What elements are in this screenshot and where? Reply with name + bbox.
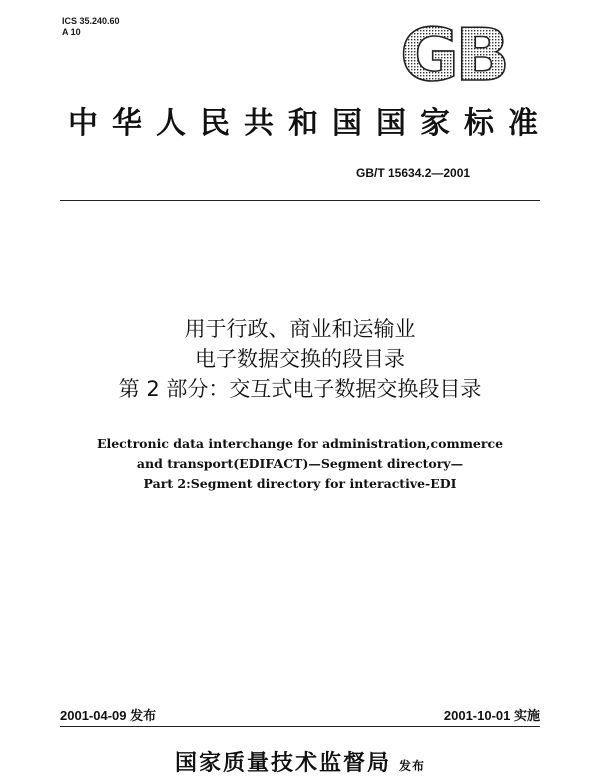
chinese-title-line-1: 用于行政、商业和运输业 xyxy=(184,317,416,341)
gb-logo-text: GB xyxy=(400,18,506,88)
chinese-title xyxy=(0,314,600,404)
english-title-line-3: Part 2:Segment directory for interactive-EDI xyxy=(143,476,457,491)
ccs-code: A 10 xyxy=(62,27,81,37)
chinese-title-line-2: 电子数据交换的段目录 xyxy=(195,347,405,371)
issue-date: 2001-04-09 发布 xyxy=(60,708,157,723)
footer-divider xyxy=(60,726,540,727)
issuing-authority xyxy=(0,746,600,777)
english-title xyxy=(0,434,600,494)
issuer-suffix: 发布 xyxy=(399,759,426,773)
english-title-line-1: Electronic data interchange for administration,commerce xyxy=(96,436,504,451)
issuer-name: 国家质量技术监督局 xyxy=(174,750,391,776)
header-divider xyxy=(60,200,540,201)
effective-date: 2001-10-01 实施 xyxy=(443,708,540,723)
chinese-title-line-3: 第 2 部分：交互式电子数据交换段目录 xyxy=(118,377,482,401)
ics-code: ICS 35.240.60 xyxy=(62,16,120,26)
classification-codes xyxy=(62,16,120,38)
standard-title: 中华人民共和国国家标准 xyxy=(68,106,552,141)
standard-number: GB/T 15634.2—2001 xyxy=(356,166,471,180)
gb-logo xyxy=(393,18,513,88)
english-title-line-2: and transport(EDIFACT)—Segment directory— xyxy=(136,456,464,471)
